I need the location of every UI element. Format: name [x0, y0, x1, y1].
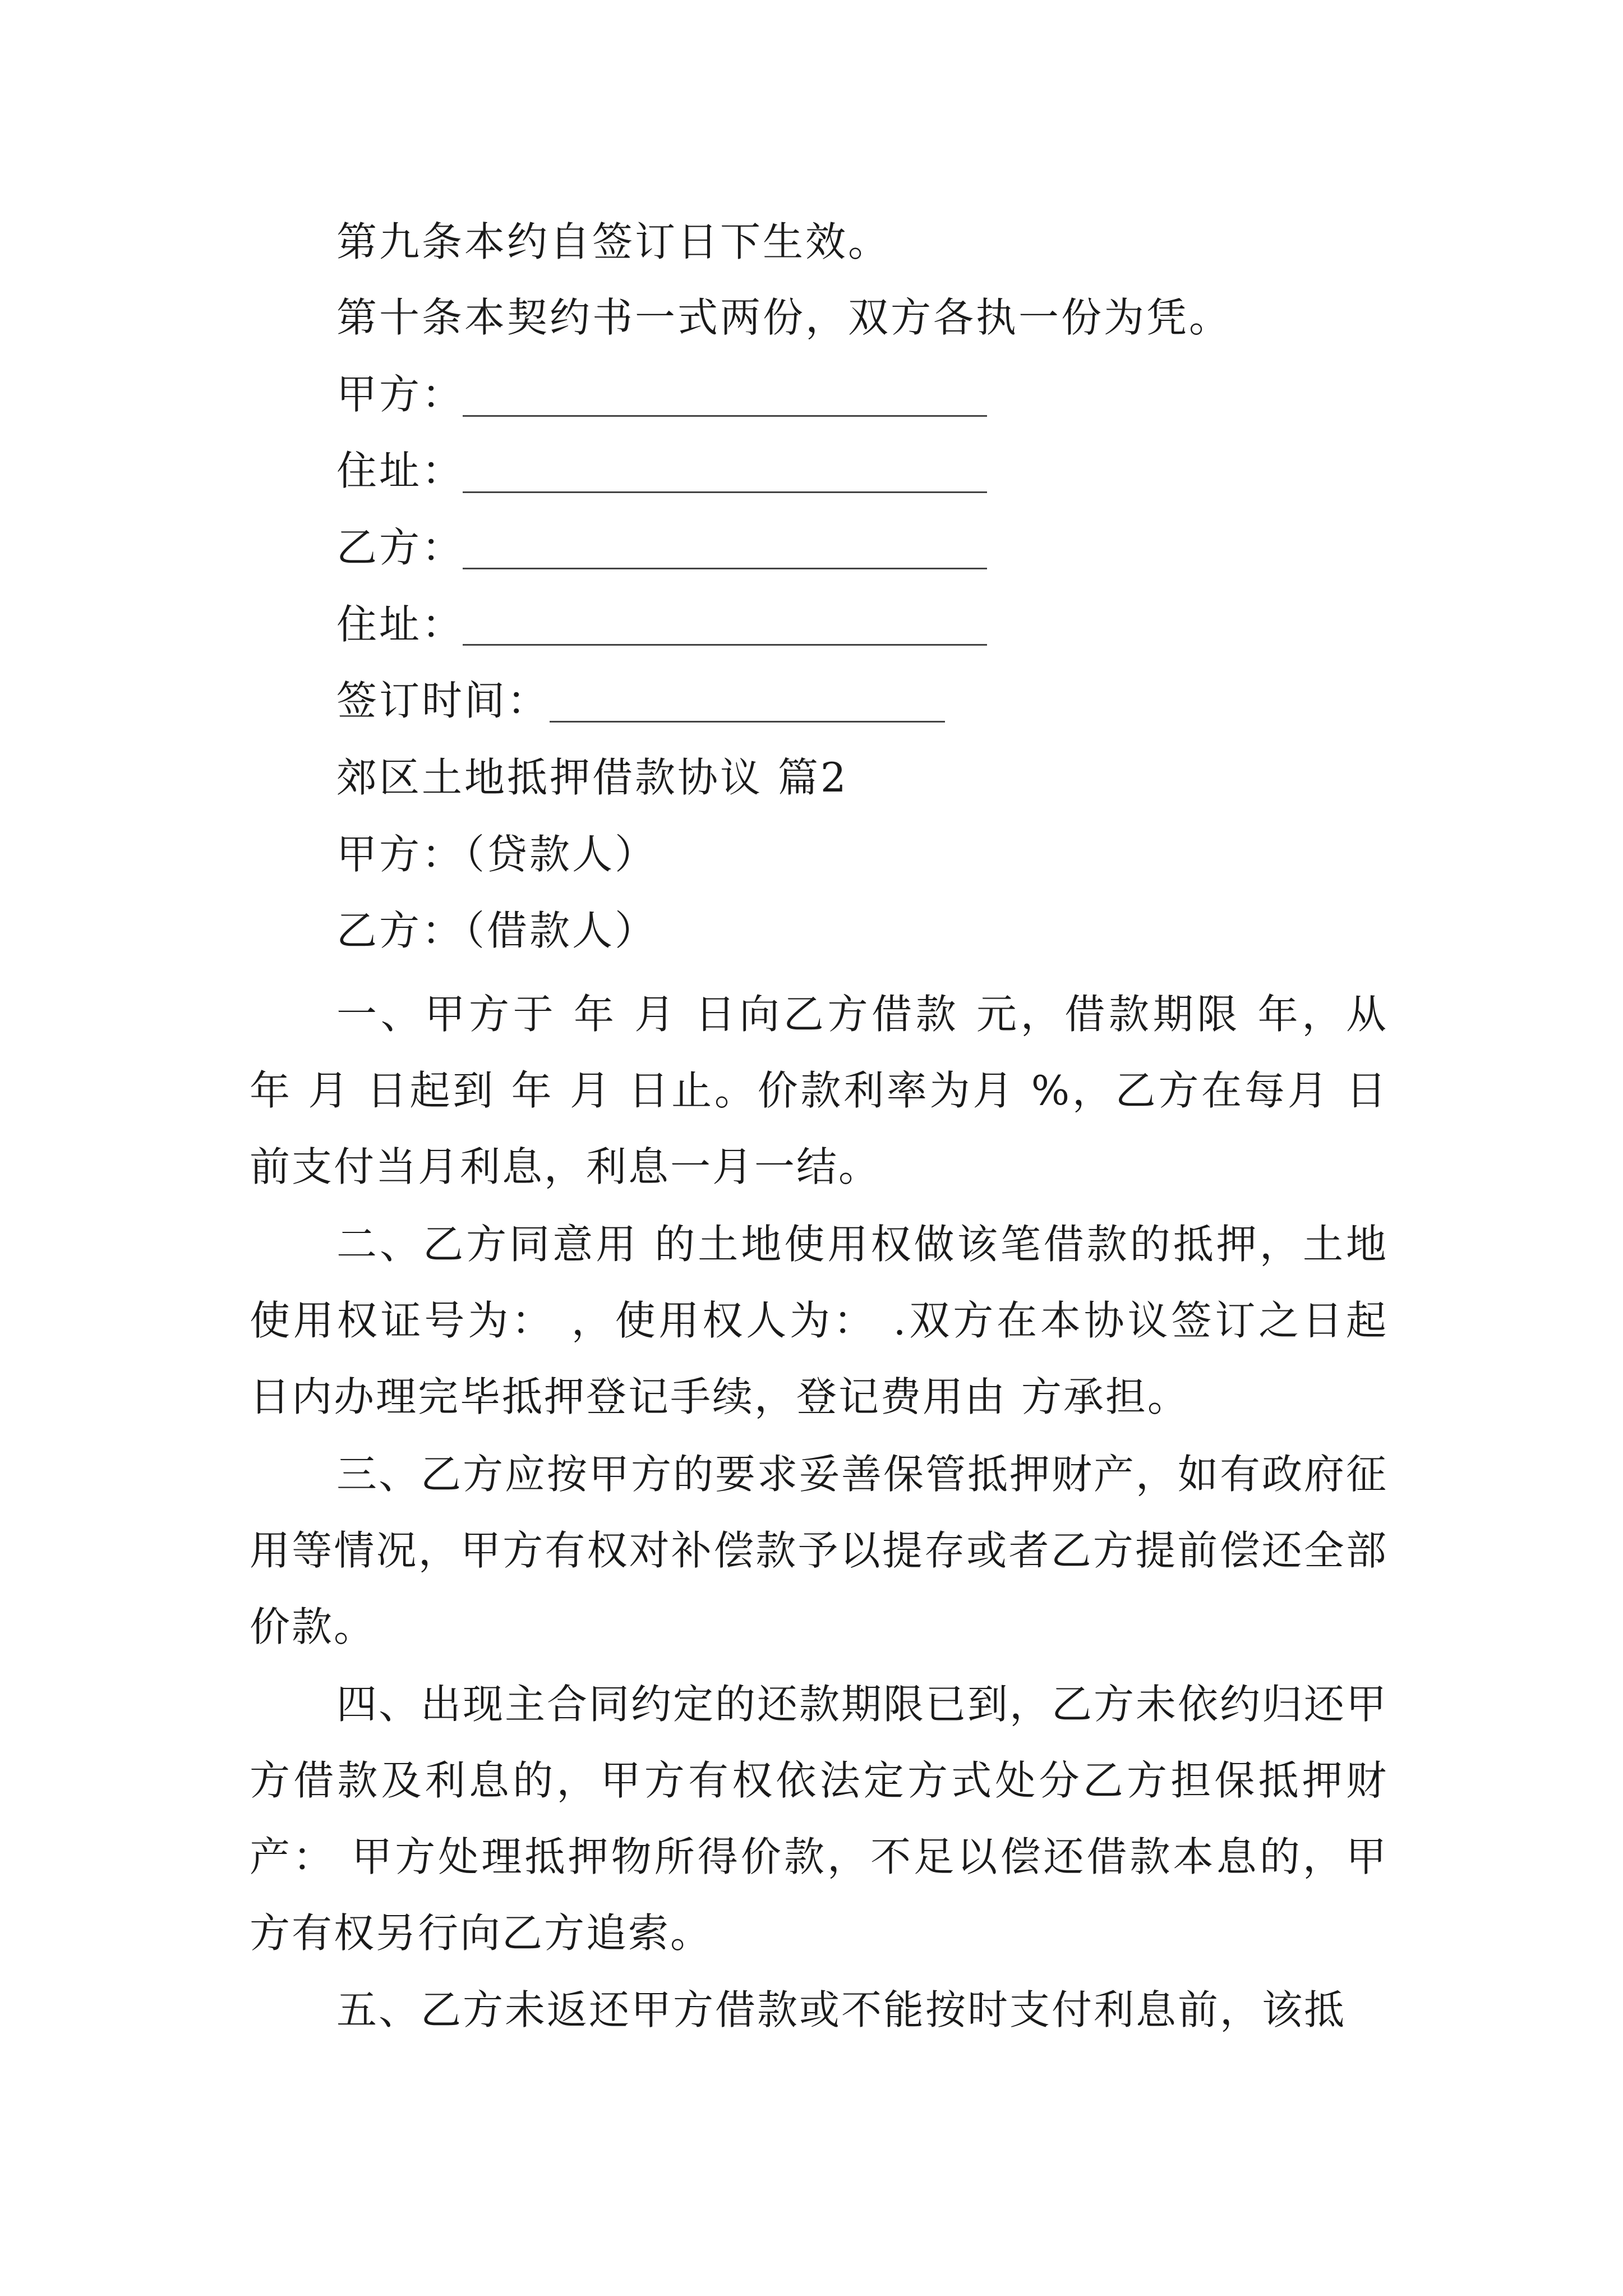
sign-time-label: 签订时间：: [336, 677, 550, 724]
lender-label: 甲方：（贷款人）: [336, 831, 658, 878]
address-a-blank: [463, 491, 987, 493]
clause-4: 四、出现主合同约定的还款期限已到，乙方未依约归还甲方借款及利息的，甲方有权依法定方式处分乙方担保抵押财产： 甲方处理抵押物所得价款，不足以偿还借款本息的，甲方有权另行向乙方追索。: [250, 1681, 1389, 1957]
party-b-label: 乙方：: [336, 524, 465, 571]
party-a-label: 甲方：: [336, 371, 465, 418]
address-b-blank: [463, 644, 987, 646]
address-a-label: 住址：: [336, 447, 465, 494]
clause-2: 二、乙方同意用 的土地使用权做该笔借款的抵押，土地使用权证号为： ，使用权人为： .双方在本协议签订之日起 日内办理完毕抵押登记手续，登记费用由 方承担。: [250, 1221, 1388, 1420]
section-title: 郊区土地抵押借款协议 篇2: [336, 754, 849, 801]
clause-5: 五、乙方未返还甲方借款或不能按时支付利息前，该抵: [336, 1986, 1347, 2033]
borrower-label: 乙方：（借款人）: [336, 907, 658, 954]
sign-time-blank: [550, 721, 945, 723]
article-9: 第九条本约自签订日下生效。: [336, 218, 891, 265]
party-a-blank: [463, 415, 987, 417]
clause-3: 三、乙方应按甲方的要求妥善保管抵押财产，如有政府征用等情况，甲方有权对补偿款予以提存或者乙方提前偿还全部价款。: [250, 1451, 1389, 1650]
party-b-blank: [463, 568, 987, 569]
article-10: 第十条本契约书一式两份，双方各执一份为凭。: [336, 294, 1232, 341]
address-b-label: 住址：: [336, 601, 465, 648]
clause-1: 一、甲方于 年 月 日向乙方借款 元，借款期限 年，从 年 月 日起到 年 月 日止。价款利率为月 %，乙方在每月 日前支付当月利息，利息一月一结。: [250, 991, 1388, 1190]
